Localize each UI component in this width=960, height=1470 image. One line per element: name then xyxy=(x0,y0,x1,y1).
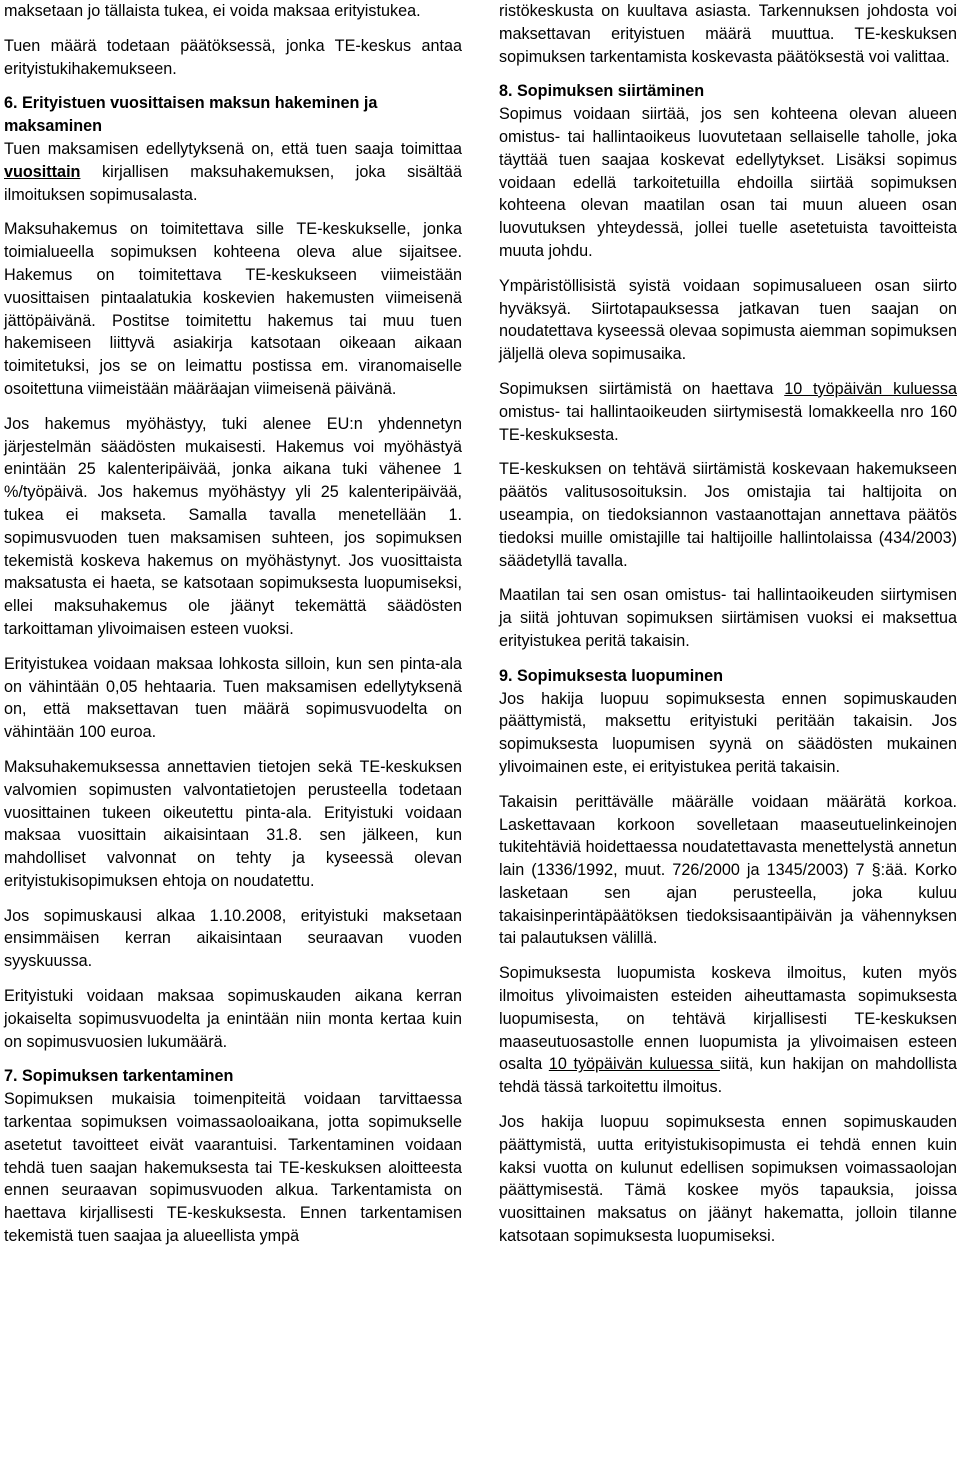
section-9-paragraph-4: Jos hakija luopuu sopimuksesta ennen sopimuskauden päättymistä, uutta erityistukisopimusta ei tehdä ennen kuin kaksi vuotta on kulunut edellisen sopimuksen voimassaolojan päättymisestä. Tämä koskee myös tapauksia, joissa vuosittainen maksatus on jäänyt hakematta, jolloin tilanne katsotaan sopimuksesta luopumiseksi. xyxy=(499,1113,957,1246)
right-column xyxy=(499,0,957,1260)
section-6-heading: 6. Erityistuen vuosittaisen maksun hakeminen ja maksaminen xyxy=(4,94,378,136)
emphasis-yearly: vuosittain xyxy=(4,162,81,181)
section-8-heading: 8. Sopimuksen siirtäminen xyxy=(499,82,705,101)
text-span: Sopimuksen siirtämistä on haettava xyxy=(499,379,785,398)
emphasis-deadline: 10 työpäivän kuluessa xyxy=(784,379,957,398)
section-8-paragraph-5: Maatilan tai sen osan omistus- tai hallintaoikeuden siirtymisen ja siitä johtuvan sopimuksen siirtämisen vuoksi ei maksettua erityistukea peritä takaisin. xyxy=(499,586,957,650)
section-9-paragraph-2: Takaisin perittävälle määrälle voidaan määrätä korkoa. Laskettavaan korkoon sovelletaan maaseutuelinkeinojen tukitehtäviä hoidettaessa noudatettavasta menettelystä annetun lain (1336/1992, muut. 726/2000 ja 1345/2003) 7 §:ää. Korko lasketaan sen ajan perusteella, joka kuluu takaisinperintäpäätöksen tiedoksisaantipäivän ja vähennyksen tai palautuksen välillä. xyxy=(499,792,957,948)
section-8-paragraph-4: TE-keskuksen on tehtävä siirtämistä koskevaan hakemukseen päätös valitusosoituksin. Jos omistajia tai haltijoita on useampia, on tiedoksiannon vastaanottajan annettava päätös tiedoksi muille omistajille tai haltijoille hallintolaissa (434/2003) säädetyllä tavalla. xyxy=(499,460,957,570)
section-8-paragraph-3 xyxy=(499,378,957,446)
paragraph-intro: maksetaan jo tällaista tukea, ei voida maksaa erityistukea. xyxy=(4,2,421,20)
text-span: siitä, kun hakijan on mahdollista tehdä tässä tarkoitettu ilmoitus. xyxy=(499,1055,957,1097)
section-6-paragraph-4: Erityistukea voidaan maksaa lohkosta silloin, kun sen pinta-ala on vähintään 0,05 hehtaaria. Tuen maksamisen edellytyksenä on, että maksettavan tuen määrä sopimusvuodelta on vähintään 100 euroa. xyxy=(4,654,462,742)
left-column xyxy=(4,0,462,1260)
text-span: Sopimuksesta luopumista koskeva ilmoitus, kuten myös ilmoitus ylivoimaisten esteiden aiheuttamasta sopimuksesta luopumisesta, on tehtävä kirjallisesti TE-keskuksen maaseutuosastolle ennen luopumista ja ylivoimaisen esteen osalta xyxy=(499,964,957,1074)
text-span: Tuen maksamisen edellytyksenä on, että tuen saaja toimittaa xyxy=(4,139,462,158)
section-9-paragraph-1: Jos hakija luopuu sopimuksesta ennen sopimuskauden päättymistä, maksettu erityistuki peritään takaisin. Jos sopimuksesta luopumisen syynä on säädösten mukainen ylivoimainen este, ei erityistukea peritä takaisin. xyxy=(499,689,957,776)
text-span: kirjallisen maksuhakemuksen, joka sisältää ilmoituksen sopimusalasta. xyxy=(4,162,462,204)
section-6-paragraph-2: Maksuhakemus on toimitettava sille TE-keskukselle, jonka toimialueella sopimuksen kohteena oleva alue sijaitsee. Hakemus on toimitettava TE-keskukseen viimeistään vuosittaisen pintaalatukia koskevien hakemusten viimeisenä jättöpäivänä. Postitse toimitettu hakemus tai muu tuen hakemiseen liittyvä asiakirja katsotaan oikeaan aikaan toimitetuksi, jos se on leimattu postissa em. viranomaiselle osoitettuna viimeistään määräajan viimeisenä päivänä. xyxy=(4,220,462,398)
paragraph-amount: Tuen määrä todetaan päätöksessä, jonka TE-keskus antaa erityistukihakemukseen. xyxy=(4,36,462,78)
section-6-paragraph-1 xyxy=(4,138,462,206)
section-7-heading: 7. Sopimuksen tarkentaminen xyxy=(4,1067,234,1086)
section-6-paragraph-7: Erityistuki voidaan maksaa sopimuskauden aikana kerran jokaiselta sopimusvuodelta ja enintään niin monta kertaa kuin on sopimusvuosien lukumäärä. xyxy=(4,987,462,1051)
section-8-paragraph-2: Ympäristöllisistä syistä voidaan sopimusalueen osan siirto hyväksyä. Siirtotapauksessa jatkavan tuen saajan on noudatettava kyseessä olevaa sopimusta aiemman sopimuksen jäljellä oleva sopimusaika. xyxy=(499,276,958,364)
section-7-paragraph-1-part-2: ristökeskusta on kuultava asiasta. Tarkennuksen johdosta voi maksettavan erityistuen määrä muuttua. TE-keskuksen sopimuksen tarkentamista koskevasta päätöksestä voi valittaa. xyxy=(499,2,957,66)
section-7-paragraph-1-part-1: Sopimuksen mukaisia toimenpiteitä voidaan tarvittaessa tarkentaa sopimuksen voimassaoloaikana, jotta sopimukselle asetetut tavoitteet eivät vaarantuisi. Tarkentaminen voidaan tehdä tuen saajan hakemuksesta tai TE-keskuksen aloitteesta ennen seuraavan sopimusvuoden alkua. Tarkentamista on haettava kirjallisesti TE-keskuksesta. Ennen tarkentamisen tekemistä tuen saajaa ja alueellista ympä xyxy=(4,1090,462,1246)
section-9-heading: 9. Sopimuksesta luopuminen xyxy=(499,666,723,685)
section-6-paragraph-3: Jos hakemus myöhästyy, tuki alenee EU:n yhdennetyn järjestelmän säädösten mukaisesti. Hakemus voi myöhästyä enintään 25 kalenteripäivää, jonka aikana tuki vähenee 1 %/työpäivä. Jos hakemus myöhästyy yli 25 kalenteripäivää, tukea ei makseta. Samalla tavalla menetellään 1. sopimusvuoden tuen maksamisen suhteen, jos sopimuksen tekemistä koskeva hakemus on myöhästynyt. Jos vuosittaista maksatusta ei haeta, se katsotaan sopimuksesta luopumiseksi, ellei maksuhakemus ole jäänyt tekemättä säädösten tarkoittaman ylivoimaisen esteen vuoksi. xyxy=(4,414,462,638)
section-6-paragraph-5: Maksuhakemuksessa annettavien tietojen sekä TE-keskuksen valvomien sopimusten valvontatietojen perusteella todetaan vuosittainen tukeen oikeutettu pinta-ala. Erityistuki voidaan maksaa vuosittain aikaisintaan 31.8. sen jälkeen, kun mahdolliset valvonnat on tehty ja kyseessä olevan erityistukisopimuksen ehtoja on noudatettu. xyxy=(4,757,462,890)
section-6-paragraph-6: Jos sopimuskausi alkaa 1.10.2008, erityistuki maksetaan ensimmäisen kerran aikaisintaan seuraavan vuoden syyskuussa. xyxy=(4,906,462,971)
text-span: omistus- tai hallintaoikeuden siirtymisestä lomakkeella nro 160 TE-keskuksesta. xyxy=(499,402,957,444)
emphasis-deadline: 10 työpäivän kuluessa xyxy=(548,1055,720,1074)
section-8-paragraph-1: Sopimus voidaan siirtää, jos sen kohteena olevan alueen omistus- tai hallintaoikeus luovutetaan sellaiselle taholle, joka täyttää tuen saajaa koskevat edellytykset. Lisäksi sopimus voidaan edellä tarkoitetuilla ehdoilla siirtää sopimuksen kohteena olevan maatilan osan tai muun alueen osan luovutuksen yhteydessä, jollei tuelle asetetuista tavoitteista muuta johdu. xyxy=(499,105,957,260)
section-9-paragraph-3 xyxy=(499,962,957,1099)
